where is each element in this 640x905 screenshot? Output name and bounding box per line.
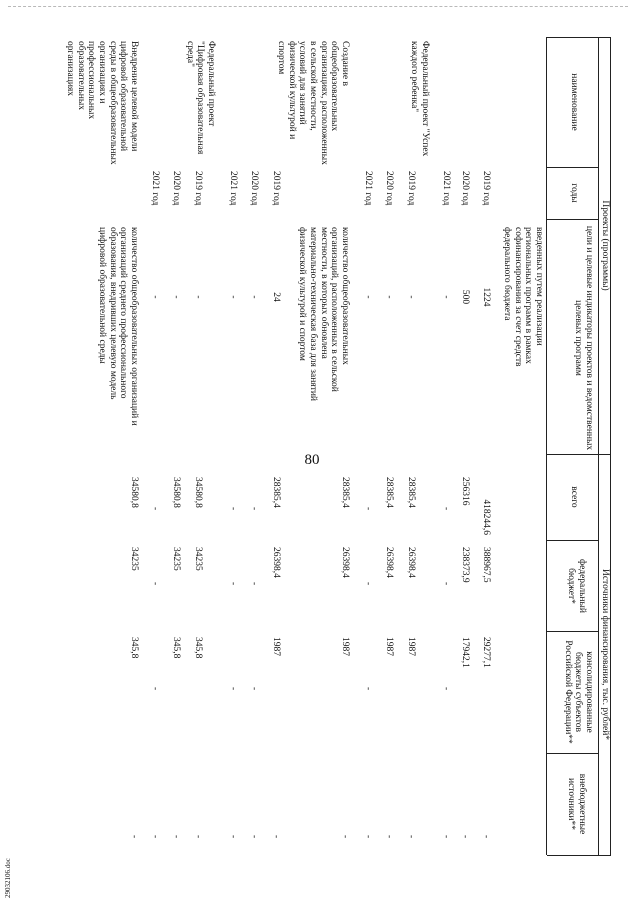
offbudget-cell: - bbox=[481, 835, 491, 839]
federal-cell: 34235 bbox=[171, 547, 181, 571]
consolidated-cell: - bbox=[249, 687, 259, 691]
offbudget-cell: - bbox=[171, 835, 181, 839]
consolidated-cell: - bbox=[441, 687, 451, 691]
activity-name-cell: Внедрение целевой модели цифровой образовательной среды в общеобразовательных организациях и профессиональных образовательных организациях bbox=[65, 41, 139, 165]
goal-cell: - bbox=[406, 295, 416, 299]
offbudget-cell: - bbox=[271, 835, 281, 839]
federal-cell: 26398,4 bbox=[384, 547, 394, 578]
goal-cell: количество общеобразовательных организаций, расположенных в сельской местности, в которых обновлена материально-техническая база для занятий физической культурой и спортом bbox=[297, 227, 350, 401]
federal-cell: 26398,4 bbox=[340, 547, 350, 578]
offbudget-cell: - bbox=[406, 835, 416, 839]
federal-cell: 26398,4 bbox=[406, 547, 416, 578]
total-cell: 28385,4 bbox=[384, 477, 394, 508]
total-cell: 28385,4 bbox=[406, 477, 416, 508]
year-cell: 2021 год bbox=[441, 171, 451, 206]
goal-cell: - bbox=[363, 295, 373, 299]
year-cell: 2020 год bbox=[384, 171, 394, 206]
consolidated-cell: 345,8 bbox=[129, 637, 139, 659]
goal-cell: - bbox=[441, 295, 451, 299]
consolidated-cell: 345,8 bbox=[171, 637, 181, 659]
year-cell: 2020 год bbox=[460, 171, 470, 206]
header-years: годы bbox=[569, 183, 579, 203]
offbudget-cell: - bbox=[228, 835, 238, 839]
header-projects-group: Проекты (программы) bbox=[600, 200, 610, 291]
project-name-cell: Федеральный проект "Цифровая образовательная среда" bbox=[184, 41, 216, 155]
federal-cell: - bbox=[249, 582, 259, 586]
federal-cell: - bbox=[228, 582, 238, 586]
header-total: всего bbox=[569, 486, 579, 508]
goal-cell: 1224 bbox=[481, 287, 491, 307]
goal-cell: - bbox=[384, 295, 394, 299]
consolidated-cell: 1987 bbox=[406, 637, 416, 656]
header-name: наименование bbox=[569, 73, 579, 131]
goal-cell: количество общеобразовательных организаций и организаций среднего профессионального образования, внедривших целевую модель цифровой образовательной среды bbox=[97, 227, 139, 426]
footer bbox=[4, 858, 18, 898]
activity-name-cell: Создание в общеобразовательных организациях, расположенных в сельской местности, условий для занятий физической культурой и спортом bbox=[276, 41, 350, 165]
offbudget-cell: - bbox=[363, 835, 373, 839]
federal-cell: - bbox=[150, 582, 160, 586]
total-cell: 34580,8 bbox=[193, 477, 203, 508]
offbudget-cell: - bbox=[441, 835, 451, 839]
year-cell: 2019 год bbox=[406, 171, 416, 206]
year-cell: 2019 год bbox=[481, 171, 491, 206]
goal-cell: - bbox=[150, 295, 160, 299]
total-cell: - bbox=[249, 507, 259, 511]
year-cell: 2021 год bbox=[228, 171, 238, 206]
federal-cell: 26398,4 bbox=[271, 547, 281, 578]
year-cell: 2021 год bbox=[363, 171, 373, 206]
budget-table-rotated bbox=[66, 37, 611, 855]
offbudget-cell: - bbox=[384, 835, 394, 839]
goal-cell: 500 bbox=[460, 289, 470, 305]
total-cell: 418244,6 bbox=[481, 499, 491, 535]
total-cell: 256316 bbox=[460, 477, 470, 506]
federal-cell: 34235 bbox=[129, 547, 139, 571]
federal-cell: 238373,9 bbox=[460, 547, 470, 583]
year-cell: 2019 год bbox=[193, 171, 203, 206]
footer-filename: 29032106.doc bbox=[4, 858, 12, 898]
header-federal: федеральный бюджет* bbox=[566, 559, 587, 613]
total-cell: 28385,4 bbox=[340, 477, 350, 508]
header-sources-group: Источники финансирования, тыс. рублей* bbox=[600, 568, 610, 741]
goal-cell: - bbox=[171, 295, 181, 299]
goal-cell: - bbox=[228, 295, 238, 299]
consolidated-cell: 29277,1 bbox=[481, 637, 491, 668]
budget-table bbox=[66, 37, 611, 855]
total-cell: - bbox=[150, 507, 160, 511]
consolidated-cell: 17942,1 bbox=[460, 637, 470, 668]
header-offbudget: внебюджетные источники** bbox=[566, 773, 587, 835]
consolidated-cell: 345,8 bbox=[193, 637, 203, 659]
year-cell: 2020 год bbox=[249, 171, 259, 206]
total-cell: - bbox=[441, 507, 451, 511]
goal-cell: - bbox=[193, 295, 203, 299]
consolidated-cell: - bbox=[150, 687, 160, 691]
consolidated-cell: - bbox=[363, 687, 373, 691]
total-cell: 28385,4 bbox=[271, 477, 281, 508]
federal-cell: - bbox=[441, 582, 451, 586]
offbudget-cell: - bbox=[460, 835, 470, 839]
total-cell: 34580,8 bbox=[129, 477, 139, 508]
page-number: 80 bbox=[304, 452, 320, 468]
scan-edge-line bbox=[8, 6, 628, 7]
year-cell: 2020 год bbox=[171, 171, 181, 206]
total-cell: - bbox=[363, 507, 373, 511]
federal-cell: - bbox=[363, 582, 373, 586]
offbudget-cell: - bbox=[340, 835, 350, 839]
goal-cell: - bbox=[249, 295, 259, 299]
goal-cell: 24 bbox=[271, 292, 281, 302]
offbudget-cell: - bbox=[249, 835, 259, 839]
offbudget-cell: - bbox=[129, 835, 139, 839]
federal-cell: 388967,5 bbox=[481, 547, 491, 583]
header-goals: цели и целевые индикаторы проектов и ведомственных целевых программ bbox=[573, 225, 594, 451]
federal-cell: 34235 bbox=[193, 547, 203, 571]
project-name-cell: Федеральный проект "Успех каждого ребенка" bbox=[409, 41, 430, 157]
consolidated-cell: 1987 bbox=[271, 637, 281, 656]
offbudget-cell: - bbox=[193, 835, 203, 839]
offbudget-cell: - bbox=[150, 835, 160, 839]
header-consolidated: консолидированные бюджеты субъектов Российской Федерации** bbox=[562, 640, 594, 744]
year-cell: 2019 год bbox=[271, 171, 281, 206]
consolidated-cell: - bbox=[228, 687, 238, 691]
goal-cell: введенных путем реализации региональных программ в рамках софинансирования за счет средств федерального бюджета bbox=[502, 227, 544, 367]
total-cell: 34580,8 bbox=[171, 477, 181, 508]
consolidated-cell: 1987 bbox=[340, 637, 350, 656]
total-cell: - bbox=[228, 507, 238, 511]
consolidated-cell: 1987 bbox=[384, 637, 394, 656]
year-cell: 2021 год bbox=[150, 171, 160, 206]
